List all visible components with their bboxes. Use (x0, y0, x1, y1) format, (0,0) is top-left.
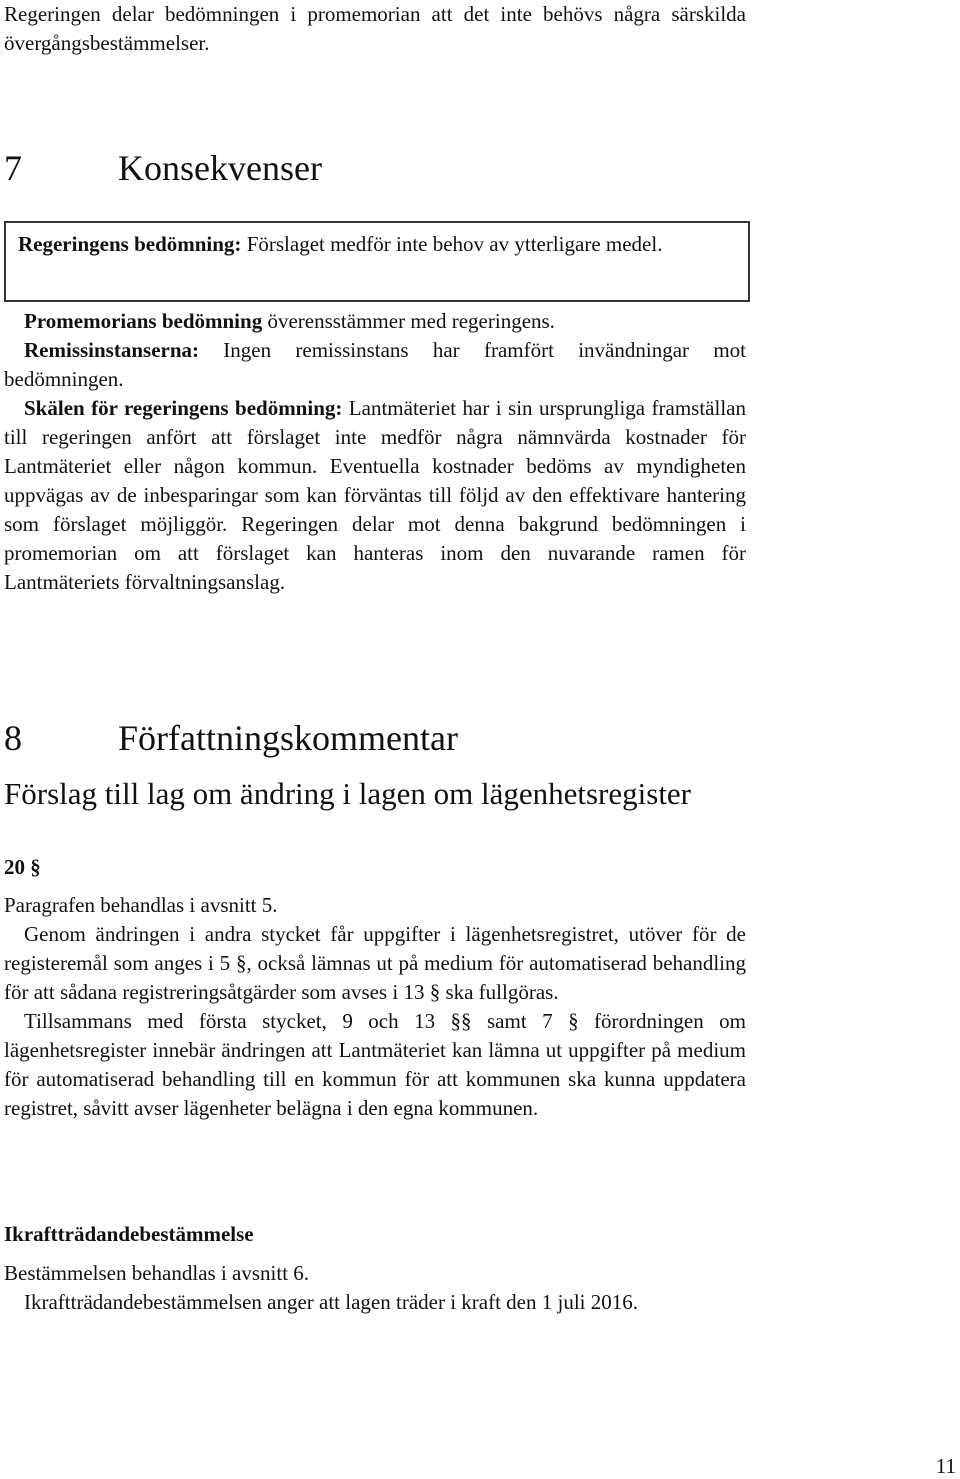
entry-into-force-text: Ikraftträdandebestämmelsen anger att lagen träder i kraft den 1 juli 2016. (24, 1290, 639, 1314)
reasons-text: Lantmäteriet har i sin ursprungliga framställan till regeringen anfört att förslaget inte medför några nämnvärda kostnader för Lantmäteriet eller någon kommun. Eventuella kostnader bedöms av myndigheten uppvägas av de inbesparingar som kan förväntas till följd av den effektivare hantering som förslaget möjliggör. Regeringen delar mot denna bakgrund bedömningen i promemorian om att förslaget kan hanteras inom den nuvarande ramen för Lantmäteriets förvaltningsanslag. (4, 396, 746, 594)
promemoria-label: Promemorians bedömning (24, 309, 263, 333)
paragraph-20-reference: Paragrafen behandlas i avsnitt 5. (4, 893, 278, 917)
promemoria-paragraph (4, 307, 746, 336)
intro-paragraph: Regeringen delar bedömningen i promemorian att det inte behövs några särskilda övergångsbestämmelser. (4, 2, 746, 55)
box-label: Regeringens bedömning: (18, 232, 242, 256)
page-number: 11 (935, 1454, 956, 1478)
section-7-body (4, 307, 746, 597)
remiss-label: Remissinstanserna: (24, 338, 200, 362)
section-7-heading (4, 148, 322, 188)
section-8-number: 8 (4, 718, 22, 758)
entry-into-force-heading: Ikraftträdandebestämmelse (4, 1222, 254, 1246)
paragraph-20-text-1: Genom ändringen i andra stycket får uppgifter i lägenhetsregistret, utöver för de registeremål som anges i 5 §, också lämnas ut på medium för automatiserad behandling för att sådana registreringsåtgärder som avses i 13 § ska fullgöras. (4, 922, 746, 1004)
remiss-paragraph (4, 336, 746, 394)
reasons-label: Skälen för regeringens bedömning: (24, 396, 343, 420)
entry-into-force-reference: Bestämmelsen behandlas i avsnitt 6. (4, 1261, 310, 1285)
remiss-text: Ingen remissinstans har framfört invändningar mot bedömningen. (4, 338, 746, 391)
section-8-title: Författningskommentar (118, 718, 458, 758)
law-subtitle: Förslag till lag om ändring i lagen om lägenhetsregister (4, 776, 692, 811)
section-7-title: Konsekvenser (118, 148, 322, 188)
paragraph-20-body (4, 891, 746, 1123)
paragraph-20-heading: 20 § (4, 855, 41, 879)
section-7-number: 7 (4, 148, 22, 188)
paragraph-20-text-2: Tillsammans med första stycket, 9 och 13 §§ samt 7 § förordningen om lägenhetsregister innebär ändringen att Lantmäteriet kan lämna ut uppgifter på medium för automatiserad behandling till en kommun för att kommunen ska kunna uppdatera registret, såvitt avser lägenheter belägna i den egna kommunen. (4, 1009, 746, 1120)
entry-into-force-body (4, 1259, 746, 1317)
box-text: Förslaget medför inte behov av ytterligare medel. (241, 232, 663, 256)
promemoria-text: överensstämmer med regeringens. (262, 309, 555, 333)
section-8-heading (4, 718, 458, 758)
assessment-box (4, 221, 750, 302)
reasons-paragraph (4, 394, 746, 597)
